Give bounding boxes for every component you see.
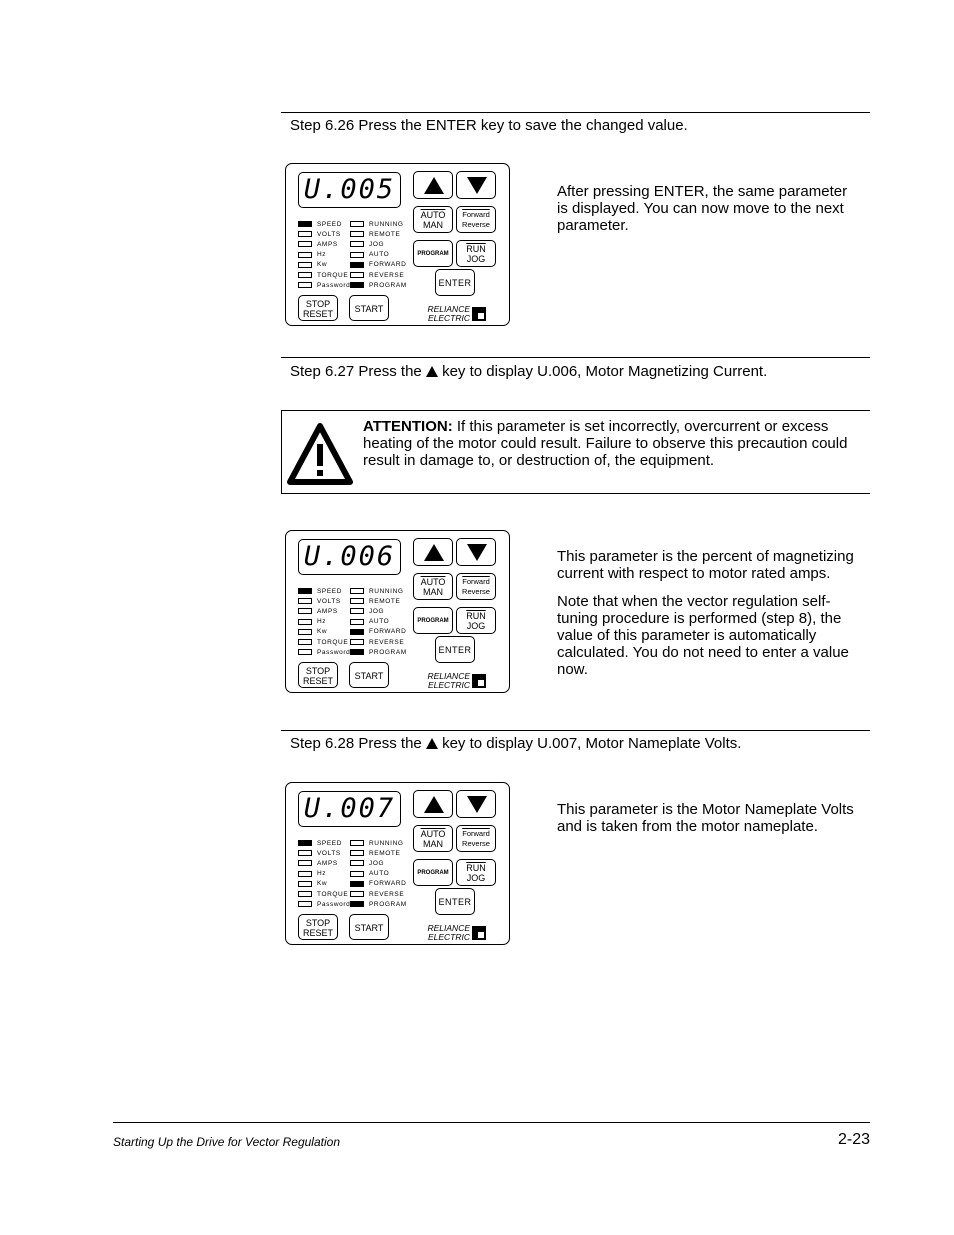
indicator-led <box>350 239 407 249</box>
led-label: PROGRAM <box>369 900 407 908</box>
program-button[interactable]: PROGRAM <box>413 240 453 267</box>
indicator-led <box>298 229 350 239</box>
led-label: REVERSE <box>369 638 405 646</box>
indicator-led <box>298 596 350 606</box>
enter-button[interactable]: ENTER <box>435 888 475 915</box>
attention-body: If this parameter is set incorrectly, overcurrent or excess heating of the motor could result. Failure to observe this precaution could result in damage to, or destruction of, the equipment. <box>363 418 848 469</box>
led-light <box>350 221 364 227</box>
indicator-led <box>298 270 350 280</box>
led-light <box>350 252 364 258</box>
button-label: Reverse <box>462 587 490 596</box>
indicator-led <box>298 899 350 909</box>
indicator-led <box>350 250 407 260</box>
led-light <box>298 619 312 625</box>
button-label: Forward <box>462 210 490 219</box>
down-arrow-icon <box>467 177 487 194</box>
button-label: AUTO <box>420 829 446 839</box>
run-jog-button[interactable] <box>456 859 496 886</box>
brand-logo-text <box>422 924 470 942</box>
indicator-led <box>350 229 407 239</box>
led-light <box>350 231 364 237</box>
indicator-led <box>298 219 350 229</box>
led-light <box>298 860 312 866</box>
led-label: VOLTS <box>317 849 341 857</box>
up-arrow-button[interactable] <box>413 790 453 818</box>
button-label: Forward <box>462 829 490 838</box>
brand-line: RELIANCE <box>427 671 470 681</box>
led-light <box>298 629 312 635</box>
button-label: $\overline{RUN}$ <box>466 611 486 621</box>
parameter-display: U.005 <box>298 172 401 208</box>
indicator-led <box>350 219 407 229</box>
parameter-display: U.006 <box>298 539 401 575</box>
button-label: RESET <box>302 309 333 319</box>
forward-reverse-button[interactable] <box>456 206 496 233</box>
indicator-led <box>298 838 350 848</box>
description <box>557 801 862 846</box>
step-text: key to display U.006, Motor Magnetizing Current. <box>437 363 768 380</box>
indicator-led <box>350 838 407 848</box>
button-label: STOP <box>305 918 331 928</box>
led-label: Password <box>317 648 351 656</box>
led-label: AUTO <box>369 618 390 626</box>
auto-man-button[interactable] <box>413 825 453 852</box>
indicator-led <box>298 260 350 270</box>
program-button[interactable]: PROGRAM <box>413 859 453 886</box>
indicator-led <box>350 586 407 596</box>
led-light <box>298 241 312 247</box>
button-label: $\overline{RUN}$ <box>466 244 486 254</box>
forward-reverse-button[interactable] <box>456 573 496 600</box>
indicator-led <box>298 250 350 260</box>
led-light <box>298 901 312 907</box>
down-arrow-button[interactable] <box>456 171 496 199</box>
led-light <box>350 840 364 846</box>
indicator-led <box>350 879 407 889</box>
led-label: PROGRAM <box>369 648 407 656</box>
led-light <box>298 282 312 288</box>
led-light <box>350 639 364 645</box>
right-indicators <box>350 219 407 290</box>
left-indicators <box>298 586 350 657</box>
button-label: Reverse <box>462 839 490 848</box>
down-arrow-button[interactable] <box>456 538 496 566</box>
led-label: Hz <box>317 251 327 259</box>
brand-logo-icon <box>472 926 486 940</box>
indicator-led <box>350 889 407 899</box>
stop-reset-button[interactable] <box>298 914 338 940</box>
indicator-led <box>350 606 407 616</box>
led-label: AMPS <box>317 607 338 615</box>
led-light <box>298 840 312 846</box>
enter-button[interactable]: ENTER <box>435 269 475 296</box>
led-label: TORQUE <box>317 638 349 646</box>
led-label: Kw <box>317 628 328 636</box>
led-light <box>298 850 312 856</box>
indicator-led <box>298 617 350 627</box>
run-jog-button[interactable] <box>456 240 496 267</box>
led-label: Kw <box>317 261 328 269</box>
led-label: FORWARD <box>369 261 407 269</box>
enter-button[interactable]: ENTER <box>435 636 475 663</box>
stop-reset-button[interactable] <box>298 662 338 688</box>
led-light <box>350 850 364 856</box>
led-light <box>350 629 364 635</box>
indicator-led <box>298 239 350 249</box>
auto-man-button[interactable] <box>413 206 453 233</box>
indicator-led <box>298 586 350 596</box>
attention-text <box>363 418 863 469</box>
indicator-led <box>298 869 350 879</box>
step-text: Step 6.28 Press the <box>290 735 426 752</box>
stop-reset-button[interactable] <box>298 295 338 321</box>
indicator-led <box>298 858 350 868</box>
up-arrow-icon <box>424 796 444 813</box>
led-light <box>350 598 364 604</box>
led-light <box>298 881 312 887</box>
led-light <box>350 272 364 278</box>
brand-line: ELECTRIC <box>427 680 470 690</box>
button-label: Reverse <box>462 220 490 229</box>
start-button[interactable]: START <box>349 914 389 940</box>
auto-man-button[interactable] <box>413 573 453 600</box>
indicator-led <box>298 627 350 637</box>
button-label: AUTO <box>420 210 446 220</box>
attention-box <box>281 410 870 494</box>
led-label: RUNNING <box>369 839 404 847</box>
led-label: RUNNING <box>369 220 404 228</box>
led-label: SPEED <box>317 587 343 595</box>
brand-line: RELIANCE <box>427 304 470 314</box>
down-arrow-button[interactable] <box>456 790 496 818</box>
start-button[interactable]: START <box>349 662 389 688</box>
section-rule <box>281 730 870 731</box>
button-label: JOG <box>466 254 486 264</box>
button-label: RESET <box>302 928 333 938</box>
led-light <box>350 588 364 594</box>
led-label: VOLTS <box>317 230 341 238</box>
led-light <box>350 860 364 866</box>
button-label: MAN <box>423 220 443 230</box>
indicator-led <box>298 879 350 889</box>
led-light <box>298 891 312 897</box>
led-light <box>350 891 364 897</box>
indicator-led <box>298 848 350 858</box>
brand-line: RELIANCE <box>427 923 470 933</box>
left-indicators <box>298 219 350 290</box>
brand-logo-icon <box>472 307 486 321</box>
indicator-led <box>350 627 407 637</box>
button-label: JOG <box>466 873 486 883</box>
indicator-led <box>350 260 407 270</box>
led-light <box>298 598 312 604</box>
led-light <box>350 619 364 625</box>
section-rule <box>281 357 870 358</box>
led-label: RUNNING <box>369 587 404 595</box>
led-light <box>350 282 364 288</box>
up-arrow-icon <box>424 177 444 194</box>
right-indicators <box>350 838 407 909</box>
led-light <box>298 272 312 278</box>
down-arrow-icon <box>467 796 487 813</box>
indicator-led <box>298 637 350 647</box>
button-label: STOP <box>305 299 331 309</box>
led-light <box>298 252 312 258</box>
led-label: AMPS <box>317 859 338 867</box>
brand-logo-text <box>422 305 470 323</box>
led-light <box>350 262 364 268</box>
step-6-27 <box>290 363 767 381</box>
description-text: Note that when the vector regulation self-tuning procedure is performed (step 8), the value of this parameter is automatically calculated. You do not need to enter a value now. <box>557 593 849 678</box>
brand-logo-icon <box>472 674 486 688</box>
led-light <box>298 221 312 227</box>
parameter-display: U.007 <box>298 791 401 827</box>
led-light <box>298 231 312 237</box>
up-arrow-icon <box>426 366 438 377</box>
led-label: Password <box>317 281 351 289</box>
warning-triangle-icon <box>286 421 354 487</box>
led-light <box>350 871 364 877</box>
section-rule <box>281 112 870 113</box>
led-label: AMPS <box>317 240 338 248</box>
button-label: STOP <box>305 666 331 676</box>
led-label: REVERSE <box>369 890 405 898</box>
indicator-led <box>350 596 407 606</box>
indicator-led <box>350 869 407 879</box>
step-text: key to display U.007, Motor Nameplate Volts. <box>437 735 742 752</box>
led-light <box>298 649 312 655</box>
button-label: MAN <box>423 587 443 597</box>
led-light <box>350 881 364 887</box>
step-6-28 <box>290 735 741 753</box>
description <box>557 548 862 689</box>
led-label: Hz <box>317 618 327 626</box>
button-label: RESET <box>302 676 333 686</box>
indicator-led <box>298 606 350 616</box>
led-label: JOG <box>369 240 385 248</box>
program-button[interactable]: PROGRAM <box>413 607 453 634</box>
led-light <box>350 649 364 655</box>
down-arrow-icon <box>467 544 487 561</box>
indicator-led <box>350 617 407 627</box>
led-label: REMOTE <box>369 230 401 238</box>
led-label: Kw <box>317 880 328 888</box>
brand-logo-text <box>422 672 470 690</box>
led-label: JOG <box>369 607 385 615</box>
description-text: This parameter is the percent of magnetizing current with respect to motor rated amps. <box>557 548 854 582</box>
led-label: REMOTE <box>369 849 401 857</box>
button-label: JOG <box>466 621 486 631</box>
led-light <box>298 608 312 614</box>
led-label: AUTO <box>369 870 390 878</box>
led-label: Hz <box>317 870 327 878</box>
led-light <box>298 639 312 645</box>
led-label: FORWARD <box>369 628 407 636</box>
up-arrow-button[interactable] <box>413 171 453 199</box>
run-jog-button[interactable] <box>456 607 496 634</box>
brand-line: ELECTRIC <box>427 313 470 323</box>
indicator-led <box>298 647 350 657</box>
led-label: REVERSE <box>369 271 405 279</box>
right-indicators <box>350 586 407 657</box>
led-label: Password <box>317 900 351 908</box>
led-light <box>350 241 364 247</box>
indicator-led <box>298 280 350 290</box>
left-indicators <box>298 838 350 909</box>
button-label: MAN <box>423 839 443 849</box>
start-button[interactable]: START <box>349 295 389 321</box>
button-label: $\overline{RUN}$ <box>466 863 486 873</box>
step-text: Step 6.27 Press the <box>290 363 426 380</box>
led-label: TORQUE <box>317 271 349 279</box>
indicator-led <box>298 889 350 899</box>
led-label: JOG <box>369 859 385 867</box>
led-light <box>350 901 364 907</box>
led-label: VOLTS <box>317 597 341 605</box>
button-label: Forward <box>462 577 490 586</box>
led-label: TORQUE <box>317 890 349 898</box>
up-arrow-icon <box>426 738 438 749</box>
indicator-led <box>350 647 407 657</box>
indicator-led <box>350 637 407 647</box>
indicator-led <box>350 899 407 909</box>
led-label: SPEED <box>317 220 343 228</box>
led-light <box>298 262 312 268</box>
footer-title: Starting Up the Drive for Vector Regulation <box>113 1135 340 1149</box>
keypad-figure <box>285 530 510 693</box>
attention-label: ATTENTION: <box>363 418 453 435</box>
description-text: This parameter is the Motor Nameplate Volts and is taken from the motor nameplate. <box>557 801 854 835</box>
description <box>557 183 862 245</box>
led-label: FORWARD <box>369 880 407 888</box>
indicator-led <box>350 280 407 290</box>
led-label: AUTO <box>369 251 390 259</box>
led-light <box>298 588 312 594</box>
led-label: PROGRAM <box>369 281 407 289</box>
keypad-figure <box>285 782 510 945</box>
led-label: REMOTE <box>369 597 401 605</box>
page-number: 2-23 <box>837 1131 870 1148</box>
description-text: After pressing ENTER, the same parameter is displayed. You can now move to the next parameter. <box>557 183 848 234</box>
brand-line: ELECTRIC <box>427 932 470 942</box>
step-6-26: Step 6.26 Press the ENTER key to save the changed value. <box>290 117 688 134</box>
footer-rule <box>113 1122 870 1123</box>
indicator-led <box>350 848 407 858</box>
up-arrow-button[interactable] <box>413 538 453 566</box>
keypad-figure <box>285 163 510 326</box>
led-light <box>350 608 364 614</box>
button-label: AUTO <box>420 577 446 587</box>
led-label: SPEED <box>317 839 343 847</box>
up-arrow-icon <box>424 544 444 561</box>
led-light <box>298 871 312 877</box>
indicator-led <box>350 270 407 280</box>
indicator-led <box>350 858 407 868</box>
forward-reverse-button[interactable] <box>456 825 496 852</box>
